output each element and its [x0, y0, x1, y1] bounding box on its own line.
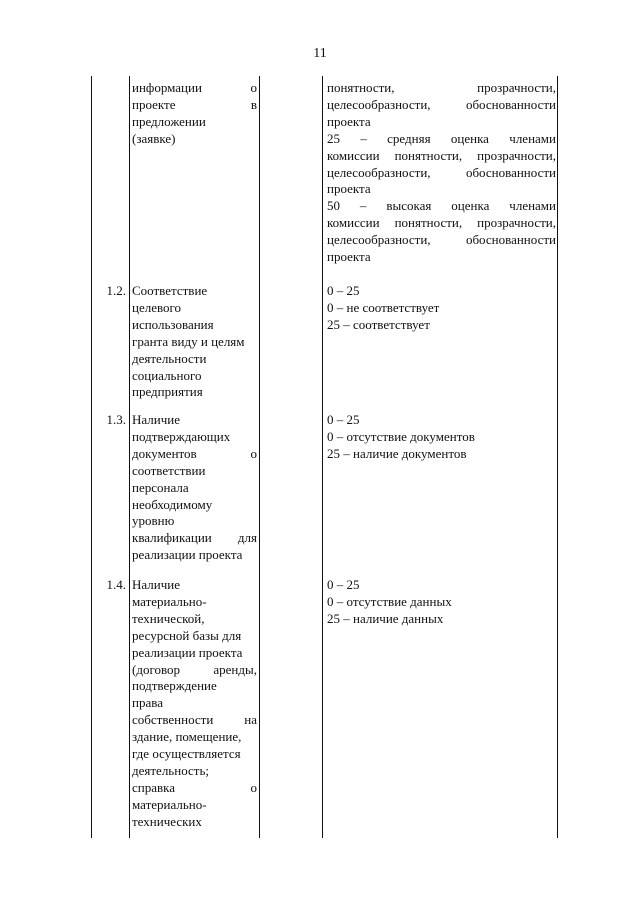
criterion-cell-1-3 — [132, 412, 257, 564]
continued-criterion-cell — [132, 80, 257, 148]
criterion-line: подтверждающих — [132, 428, 231, 444]
column-divider-number — [129, 76, 130, 838]
score-line: проекта — [327, 249, 371, 265]
criterion-line: персонала — [132, 479, 189, 495]
criterion-line: социального — [132, 367, 202, 383]
score-line: целесообразности, обоснованности — [327, 96, 556, 112]
criterion-line: Наличие — [132, 412, 180, 427]
criterion-line: предложении — [132, 113, 206, 129]
score-line: целесообразности, обоснованности — [327, 164, 556, 180]
criterion-line: реализации проекта — [132, 644, 243, 660]
score-line: 0 – 25 — [327, 412, 360, 427]
score-line: целесообразности, обоснованности — [327, 232, 556, 248]
criterion-cell-1-2 — [132, 283, 257, 401]
score-cell-1-4 — [327, 577, 556, 628]
score-line: 0 – отсутствие данных — [327, 593, 452, 609]
criterion-line: права — [132, 695, 163, 711]
row-number-1-4: 1.4. — [106, 577, 126, 592]
criterion-line: гранта виду и целям — [132, 333, 245, 349]
criterion-line: использования — [132, 316, 214, 332]
score-cell-1-2 — [327, 283, 556, 334]
score-line: комиссии понятности, прозрачности, — [327, 147, 556, 163]
page-number: 11 — [313, 46, 327, 61]
criterion-line: (заявке) — [132, 130, 176, 146]
score-line: понятности, прозрачности, — [327, 80, 556, 95]
score-line: 25 – соответствует — [327, 316, 430, 332]
criterion-line: Соответствие — [132, 283, 208, 298]
score-line: комиссии понятности, прозрачности, — [327, 215, 556, 231]
score-line: 50 – высокая оценка членами — [327, 198, 556, 214]
criterion-line: квалификации для — [132, 530, 257, 546]
score-cell-1-3 — [327, 412, 556, 463]
criterion-line: уровню — [132, 513, 175, 529]
score-line: 0 – отсутствие документов — [327, 428, 475, 444]
criterion-line: деятельности — [132, 350, 207, 366]
criterion-line: где осуществляется — [132, 746, 241, 762]
criterion-line: ресурсной базы для — [132, 627, 242, 643]
criterion-line: проекте в — [132, 96, 257, 112]
score-line: 0 – 25 — [327, 283, 360, 298]
score-line: 0 – 25 — [327, 577, 360, 592]
criterion-line: реализации проекта — [132, 547, 243, 563]
column-divider-criterion — [259, 76, 260, 838]
criterion-line: документов о — [132, 445, 257, 461]
row-number-1-2: 1.2. — [106, 283, 126, 298]
criterion-line: подтверждение — [132, 678, 217, 694]
continued-score-cell — [327, 80, 556, 266]
criterion-line: собственности на — [132, 712, 257, 728]
criterion-line: материально- — [132, 593, 207, 609]
criterion-line: справка о — [132, 779, 257, 795]
criterion-line: соответствии — [132, 462, 206, 478]
score-line: 25 – наличие данных — [327, 610, 444, 626]
criterion-cell-1-4 — [132, 577, 257, 831]
criterion-line: Наличие — [132, 577, 180, 592]
table-border-left — [91, 76, 92, 838]
score-line: 0 – не соответствует — [327, 299, 440, 315]
score-line: проекта — [327, 113, 371, 129]
criterion-line: деятельность; — [132, 762, 210, 778]
score-line: проекта — [327, 181, 371, 197]
score-line: 25 – наличие документов — [327, 445, 467, 461]
criterion-line: (договор аренды, — [132, 661, 257, 677]
score-line: 25 – средняя оценка членами — [327, 130, 556, 146]
criterion-line: целевого — [132, 299, 182, 315]
table-border-right — [557, 76, 558, 838]
criterion-line: материально- — [132, 796, 207, 812]
criterion-line: информации о — [132, 80, 257, 95]
criterion-line: предприятия — [132, 384, 203, 400]
criterion-line: необходимому — [132, 496, 213, 512]
criterion-line: технических — [132, 813, 202, 829]
criterion-line: здание, помещение, — [132, 729, 242, 745]
row-number-1-3: 1.3. — [106, 412, 126, 427]
criterion-line: технической, — [132, 610, 205, 626]
column-divider-empty — [322, 76, 323, 838]
